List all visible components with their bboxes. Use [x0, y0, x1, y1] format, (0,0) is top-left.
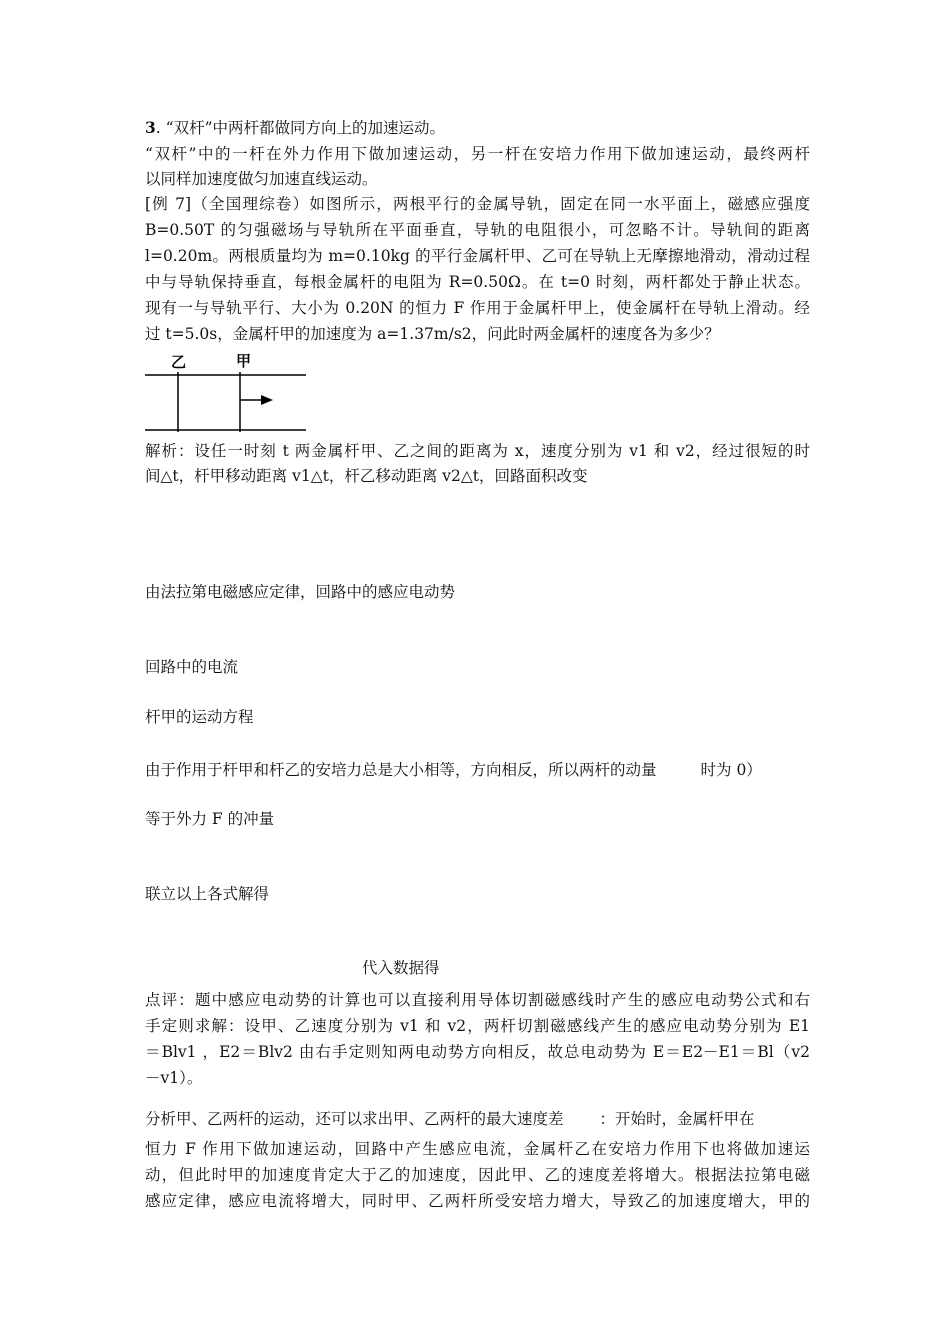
- step-impulse: 等于外力 F 的冲量: [145, 810, 275, 828]
- rails-figure: [140, 350, 310, 432]
- step-emf: 由法拉第电磁感应定律，回路中的感应电动势: [145, 583, 456, 601]
- force-arrow-icon: [261, 395, 273, 405]
- step-motion: 杆甲的运动方程: [145, 708, 254, 726]
- problem-line-5: 现有一与导轨平行、大小为 0.20N 的恒力 F 作用于金属杆甲上，使金属杆在导轨上滑动。经: [145, 299, 810, 317]
- step-substitute: 代入数据得: [362, 959, 440, 977]
- step-momentum-tail: 时为 0）: [700, 761, 762, 779]
- intro-line-2: 以同样加速度做匀加速直线运动。: [145, 170, 378, 188]
- problem-line-1: [例 7]（全国理综卷）如图所示，两根平行的金属导轨，固定在同一水平面上，磁感应强度: [145, 195, 810, 213]
- step-current: 回路中的电流: [145, 658, 239, 676]
- comment-line-1: 点评：题中感应电动势的计算也可以直接利用导体切割磁感线时产生的感应电动势公式和右: [145, 991, 810, 1009]
- further-text-a: 分析甲、乙两杆的运动，还可以求出甲、乙两杆的最大速度差: [145, 1110, 564, 1128]
- section-number: 3: [145, 118, 156, 137]
- step-momentum-text: 由于作用于杆甲和杆乙的安培力总是大小相等，方向相反，所以两杆的动量: [145, 761, 657, 779]
- intro-line-1: “双杆”中的一杆在外力作用下做加速运动，另一杆在安培力作用下做加速运动，最终两杆: [145, 145, 810, 163]
- problem-line-3: l=0.20m。两根质量均为 m=0.10kg 的平行金属杆甲、乙可在导轨上无摩擦地滑动，滑动过程: [145, 247, 810, 265]
- comment-line-4: －v1）。: [145, 1069, 203, 1087]
- further-text-b: ：开始时，金属杆甲在: [599, 1110, 755, 1128]
- problem-line-2: B=0.50T 的匀强磁场与导轨所在平面垂直，导轨的电阻很小，可忽略不计。导轨间的距离: [145, 221, 810, 239]
- further-line-3: 动，但此时甲的加速度肯定大于乙的加速度，因此甲、乙的速度差将增大。根据法拉第电磁: [145, 1166, 810, 1184]
- analysis-line-2: 间△t，杆甲移动距离 v1△t，杆乙移动距离 v2△t，回路面积改变: [145, 467, 588, 485]
- rod-jia-label: 甲: [236, 352, 252, 370]
- analysis-line-1: 解析：设任一时刻 t 两金属杆甲、乙之间的距离为 x，速度分别为 v1 和 v2，经过很短的时: [145, 442, 810, 460]
- further-line-1: [145, 1106, 810, 1132]
- section-title: . “双杆”中两杆都做同方向上的加速运动。: [155, 119, 446, 137]
- further-line-4: 感应定律，感应电流将增大，同时甲、乙两杆所受安培力增大，导致乙的加速度增大，甲的: [145, 1192, 810, 1210]
- problem-line-4: 中与导轨保持垂直，每根金属杆的电阻为 R=0.50Ω。在 t=0 时刻，两杆都处于静止状态。: [145, 273, 810, 291]
- comment-line-2: 手定则求解：设甲、乙速度分别为 v1 和 v2，两杆切割磁感线产生的感应电动势分别为 E1: [145, 1017, 810, 1035]
- step-momentum: [145, 757, 810, 783]
- step-combine: 联立以上各式解得: [145, 885, 270, 903]
- rod-yi-label: 乙: [171, 353, 187, 371]
- problem-line-6: 过 t=5.0s，金属杆甲的加速度为 a=1.37m/s2，问此时两金属杆的速度各为多少？: [145, 325, 720, 343]
- comment-line-3: ＝Blv1 ，E2＝Blv2 由右手定则知两电动势方向相反，故总电动势为 E＝E2－E1＝Bl（v2: [145, 1043, 810, 1061]
- further-line-2: 恒力 F 作用下做加速运动，回路中产生感应电流，金属杆乙在安培力作用下也将做加速运: [145, 1140, 810, 1158]
- section-heading: [145, 115, 810, 141]
